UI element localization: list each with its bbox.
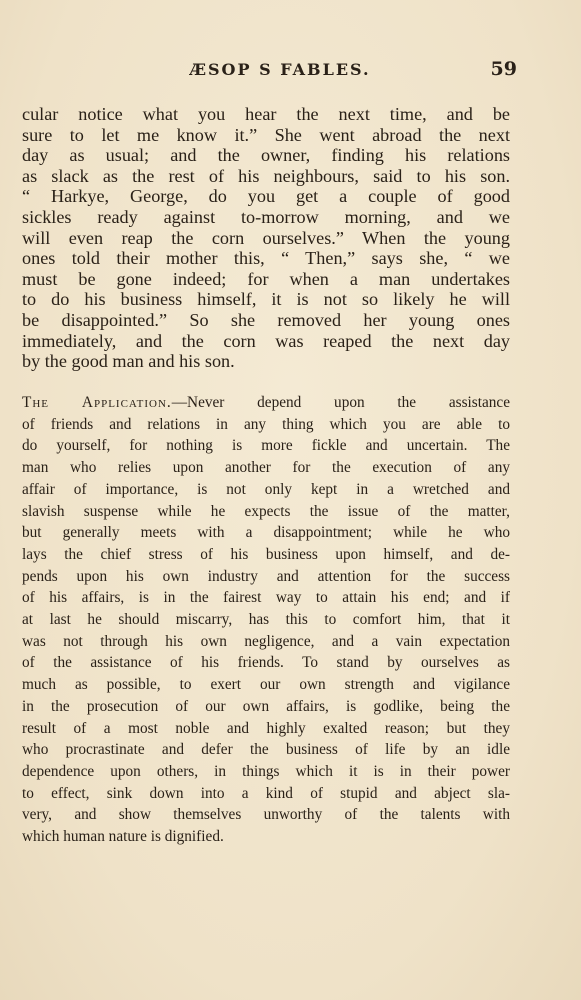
fable-line: by the good man and his son. (22, 351, 235, 372)
fable-line: cular notice what you hear the next time, and be (22, 104, 510, 124)
fable-line: to do his business himself, it is not so likely he will (22, 289, 510, 310)
running-title: ÆSOP S FABLES. (189, 60, 371, 79)
fable-line: be disappointed.” So she removed her young ones (22, 309, 510, 330)
application-heading: The Application. (22, 394, 172, 411)
application-line: do yourself, for nothing is more fickle and uncertain. The (22, 437, 510, 455)
application-line: but generally meets with a disappointment; while he who (22, 524, 510, 542)
application-line: very, and show themselves unworthy of the talents with (22, 806, 510, 824)
application-line: of his affairs, is in the fairest way to attain his end; and if (22, 589, 510, 607)
application-line: pends upon his own industry and attention for the success (22, 567, 510, 585)
application-line: which human nature is dignified. (22, 828, 224, 846)
fable-line: ones told their mother this, “ Then,” says she, “ we (22, 248, 510, 269)
application-line: was not through his own negligence, and a vain expectation (22, 632, 510, 650)
fable-line: immediately, and the corn was reaped the next day (22, 330, 510, 351)
fable-line: day as usual; and the owner, finding his relations (22, 145, 510, 166)
fable-line: must be gone indeed; for when a man undertakes (22, 268, 510, 289)
fable-line: as slack as the rest of his neighbours, said to his son. (22, 165, 510, 186)
fable-line: will even reap the corn ourselves.” When the young (22, 227, 510, 248)
application-line: dependence upon others, in things which it is in their power (22, 762, 510, 780)
application-line: man who relies upon another for the execution of any (22, 459, 510, 477)
application-first-line-text: —Never depend upon the assistance (171, 394, 510, 411)
application-line: in the prosecution of our own affairs, is godlike, being the (22, 697, 510, 715)
application-line: of friends and relations in any thing which you are able to (22, 415, 510, 433)
fable-line: sure to let me know it.” She went abroad the next (22, 124, 510, 145)
fable-line: “ Harkye, George, do you get a couple of good (22, 186, 510, 207)
application-line: affair of importance, is not only kept in a wretched and (22, 480, 510, 498)
application-line: result of a most noble and highly exalted reason; but they (22, 719, 510, 737)
application-section (22, 392, 510, 848)
application-line: slavish suspense while he expects the issue of the matter, (22, 502, 510, 520)
application-line: to effect, sink down into a kind of stupid and abject sla- (22, 784, 510, 802)
application-first-line (22, 392, 510, 414)
fable-text (22, 104, 510, 372)
application-line: much as possible, to exert our own strength and vigilance (22, 676, 510, 694)
application-line: lays the chief stress of his business upon himself, and de- (22, 545, 510, 563)
application-line: at last he should miscarry, has this to comfort him, that it (22, 611, 510, 629)
application-line: of the assistance of his friends. To stand by ourselves as (22, 654, 510, 672)
fable-line: sickles ready against to-morrow morning, and we (22, 206, 510, 227)
application-line: who procrastinate and defer the business of life by an idle (22, 741, 510, 759)
page-number: 59 (490, 58, 517, 80)
page-header (20, 60, 515, 88)
